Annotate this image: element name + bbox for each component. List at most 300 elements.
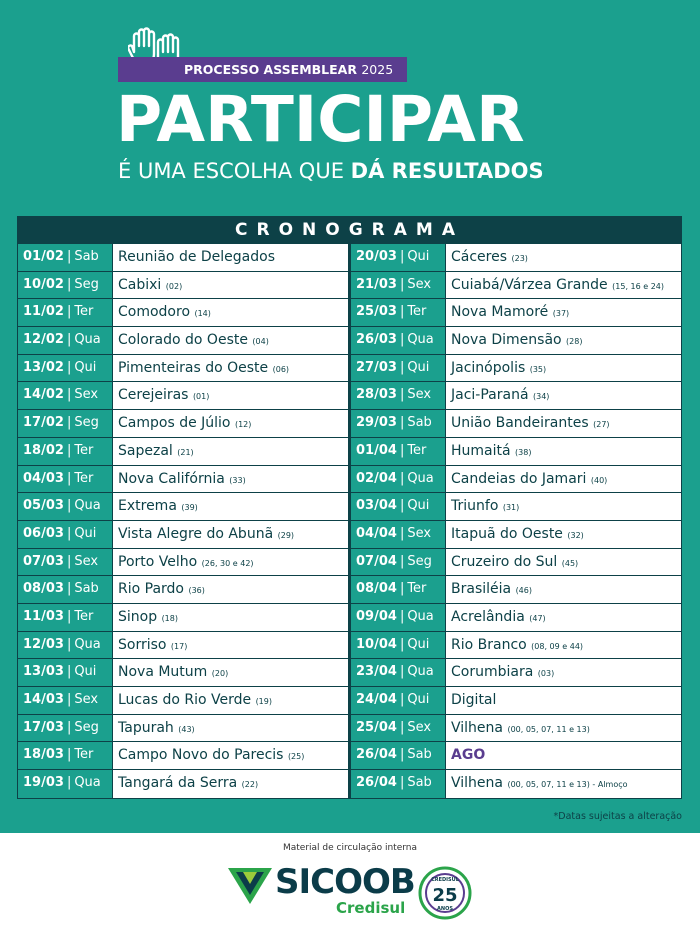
date-separator: | bbox=[66, 719, 72, 735]
schedule-city: Cerejeiras bbox=[118, 387, 189, 404]
schedule-weekday: Qui bbox=[407, 498, 430, 514]
subtitle bbox=[118, 156, 544, 186]
date-separator: | bbox=[399, 553, 405, 569]
page-title: PARTICIPAR bbox=[116, 83, 525, 156]
schedule-date: 26/04 bbox=[356, 775, 397, 791]
schedule-city-cell bbox=[113, 659, 348, 686]
schedule-weekday: Sex bbox=[407, 276, 432, 292]
schedule-row bbox=[351, 466, 681, 494]
date-separator: | bbox=[399, 719, 405, 735]
schedule-city: Corumbiara bbox=[451, 664, 534, 681]
schedule-city-cell bbox=[446, 549, 681, 576]
schedule-city: Tapurah bbox=[118, 719, 174, 736]
schedule-date: 06/03 bbox=[23, 525, 64, 541]
schedule-city-cell bbox=[446, 770, 681, 798]
schedule-row bbox=[351, 244, 681, 272]
schedule-date-cell bbox=[351, 244, 445, 271]
schedule-city: Sapezal bbox=[118, 442, 173, 459]
seal-top-text: CREDISUL bbox=[431, 877, 459, 883]
schedule-date-cell bbox=[18, 576, 112, 603]
schedule-date-cell bbox=[351, 382, 445, 409]
seal-bottom-text: ANOS bbox=[437, 906, 453, 912]
schedule-city: Tangará da Serra bbox=[118, 775, 238, 792]
date-separator: | bbox=[399, 276, 405, 292]
left-column bbox=[18, 244, 348, 798]
schedule-date: 02/04 bbox=[356, 470, 397, 486]
schedule-city-code: (26, 30 e 42) bbox=[201, 558, 254, 568]
schedule-city-code: (38) bbox=[515, 447, 532, 457]
schedule-date: 14/02 bbox=[23, 387, 64, 403]
internal-material-label: Material de circulação interna bbox=[282, 843, 417, 853]
schedule-city-cell bbox=[113, 466, 348, 493]
schedule-city: Pimenteiras do Oeste bbox=[118, 359, 269, 376]
schedule-city-code: (04) bbox=[252, 337, 269, 347]
schedule-date: 14/03 bbox=[23, 692, 64, 707]
schedule-city-cell bbox=[113, 355, 348, 382]
schedule-date-cell bbox=[18, 715, 112, 742]
schedule-weekday: Qui bbox=[407, 636, 430, 652]
schedule-city: União Bandeirantes bbox=[451, 415, 589, 432]
schedule-date: 01/04 bbox=[356, 442, 397, 458]
schedule-row bbox=[351, 521, 681, 549]
schedule-date-cell bbox=[18, 410, 112, 437]
schedule-city-cell bbox=[113, 244, 348, 271]
schedule-city: Brasiléia bbox=[451, 581, 512, 598]
schedule-city: Cáceres bbox=[451, 249, 508, 265]
date-separator: | bbox=[66, 470, 72, 486]
brand-name: SICOOB bbox=[275, 862, 415, 902]
date-separator: | bbox=[399, 332, 405, 348]
schedule-city-cell bbox=[113, 272, 348, 299]
schedule-date-cell bbox=[18, 466, 112, 493]
schedule-city-code: (31) bbox=[502, 503, 520, 513]
schedule-city-cell bbox=[113, 299, 348, 326]
schedule-weekday: Ter bbox=[74, 470, 94, 486]
schedule-date: 23/04 bbox=[356, 664, 397, 680]
schedule-date-cell bbox=[351, 715, 445, 742]
sicoob-logo bbox=[228, 862, 478, 922]
schedule-city-cell bbox=[446, 410, 681, 437]
schedule-city: Cruzeiro do Sul bbox=[451, 553, 558, 570]
schedule-date-cell bbox=[351, 438, 445, 465]
schedule-city: Vista Alegre do Abunã bbox=[118, 525, 274, 542]
schedule-city: Jaci-Paraná bbox=[451, 387, 529, 404]
schedule-city-cell bbox=[113, 715, 348, 742]
schedule-weekday: Sab bbox=[407, 747, 432, 763]
brand-subname: Credisul bbox=[336, 899, 406, 917]
schedule-city-code: (20) bbox=[211, 669, 229, 679]
schedule-date-cell bbox=[351, 742, 445, 769]
schedule-city-code: (22) bbox=[241, 780, 259, 790]
schedule-date-cell bbox=[18, 687, 112, 714]
schedule-date-cell bbox=[351, 410, 445, 437]
schedule-weekday: Ter bbox=[407, 442, 427, 458]
schedule-weekday: Qua bbox=[407, 470, 434, 486]
schedule-weekday: Qua bbox=[74, 332, 101, 348]
schedule-city: Comodoro bbox=[118, 304, 191, 321]
schedule-city: Sinop bbox=[118, 608, 158, 625]
date-separator: | bbox=[399, 608, 405, 624]
schedule-date-cell bbox=[18, 493, 112, 520]
date-separator: | bbox=[66, 249, 72, 264]
date-separator: | bbox=[399, 636, 405, 652]
schedule-city-code: (39) bbox=[181, 503, 198, 513]
date-separator: | bbox=[66, 692, 72, 707]
schedule-city-code: (25) bbox=[287, 752, 305, 762]
date-separator: | bbox=[399, 442, 405, 458]
schedule-city: Campos de Júlio bbox=[118, 415, 231, 432]
schedule-city-cell bbox=[446, 327, 681, 354]
schedule-weekday: Ter bbox=[407, 581, 427, 597]
schedule-date: 17/02 bbox=[23, 415, 64, 431]
schedule-row bbox=[18, 576, 348, 604]
schedule-city-code: (46) bbox=[515, 586, 532, 596]
schedule-city: Vilhena bbox=[451, 719, 503, 736]
subtitle-bold: DÁ RESULTADOS bbox=[350, 159, 544, 183]
schedule-row bbox=[351, 299, 681, 327]
schedule-row bbox=[351, 715, 681, 743]
schedule-date: 09/04 bbox=[356, 608, 397, 624]
schedule-row bbox=[18, 742, 348, 770]
schedule-date-cell bbox=[18, 521, 112, 548]
schedule-weekday: Sex bbox=[74, 387, 99, 403]
date-separator: | bbox=[66, 608, 72, 624]
schedule-city-cell bbox=[113, 521, 348, 548]
schedule-weekday: Ter bbox=[74, 608, 94, 624]
schedule-city-code: (36) bbox=[188, 586, 205, 596]
schedule-date-cell bbox=[351, 604, 445, 631]
schedule-row bbox=[18, 659, 348, 687]
date-separator: | bbox=[66, 387, 72, 403]
schedule-city-code: (00, 05, 07, 11 e 13) bbox=[507, 724, 590, 734]
schedule-date: 11/02 bbox=[23, 304, 64, 320]
schedule-date-cell bbox=[18, 327, 112, 354]
date-separator: | bbox=[66, 415, 72, 431]
date-separator: | bbox=[66, 553, 72, 569]
schedule-city: Rio Branco bbox=[451, 636, 527, 653]
schedule-weekday: Sex bbox=[407, 719, 432, 735]
schedule-date-cell bbox=[351, 576, 445, 603]
date-separator: | bbox=[399, 581, 405, 597]
schedule-row bbox=[18, 687, 348, 715]
schedule-city-cell bbox=[113, 632, 348, 659]
schedule-date: 21/03 bbox=[356, 276, 397, 292]
schedule-city: Rio Pardo bbox=[118, 581, 184, 598]
schedule-city-cell bbox=[446, 299, 681, 326]
schedule-city-cell bbox=[113, 493, 348, 520]
schedule-date: 07/03 bbox=[23, 553, 64, 569]
schedule-city-cell bbox=[446, 382, 681, 409]
schedule-city: Jacinópolis bbox=[451, 359, 526, 376]
schedule-date: 04/03 bbox=[23, 470, 64, 486]
schedule-city: Campo Novo do Parecis bbox=[118, 747, 284, 764]
date-separator: | bbox=[399, 747, 405, 763]
date-separator: | bbox=[66, 304, 72, 320]
schedule-date: 08/03 bbox=[23, 581, 64, 597]
schedule-city-cell bbox=[446, 521, 681, 548]
schedule-date-cell bbox=[351, 549, 445, 576]
schedule-weekday: Sex bbox=[74, 553, 99, 569]
date-separator: | bbox=[399, 304, 405, 320]
schedule-city-cell bbox=[113, 742, 348, 769]
schedule-city: Itapuã do Oeste bbox=[451, 525, 563, 542]
schedule-city-code: (06) bbox=[272, 364, 290, 374]
schedule-row bbox=[18, 382, 348, 410]
schedule-city-code: (14) bbox=[194, 309, 211, 319]
schedule-weekday: Qui bbox=[74, 664, 97, 680]
schedule-weekday: Qui bbox=[407, 249, 430, 264]
schedule-city: Candeias do Jamari bbox=[451, 470, 587, 487]
schedule-date-cell bbox=[351, 355, 445, 382]
schedule-weekday: Seg bbox=[407, 553, 432, 569]
schedule-date-cell bbox=[18, 549, 112, 576]
schedule-date: 26/03 bbox=[356, 332, 397, 348]
schedule-date-cell bbox=[351, 659, 445, 686]
schedule-city-code: (29) bbox=[277, 530, 295, 540]
schedule-date-cell bbox=[18, 632, 112, 659]
schedule-city-code: (34) bbox=[532, 392, 550, 402]
schedule-city-code: (01) bbox=[192, 392, 210, 402]
schedule-weekday: Ter bbox=[74, 442, 94, 458]
schedule-city: Digital bbox=[451, 692, 497, 708]
schedule-date-cell bbox=[351, 299, 445, 326]
date-separator: | bbox=[399, 359, 405, 375]
schedule-weekday: Seg bbox=[74, 276, 99, 292]
schedule-date: 11/03 bbox=[23, 608, 64, 624]
schedule-date-cell bbox=[18, 382, 112, 409]
schedule-city-cell bbox=[113, 687, 348, 714]
schedule-date: 24/04 bbox=[356, 692, 397, 707]
schedule-row bbox=[351, 632, 681, 660]
date-separator: | bbox=[399, 775, 405, 791]
schedule-date-cell bbox=[18, 299, 112, 326]
schedule-city-code: (27) bbox=[593, 420, 610, 430]
schedule-city-cell bbox=[446, 244, 681, 271]
schedule-city-cell bbox=[113, 382, 348, 409]
schedule-date: 08/04 bbox=[356, 581, 397, 597]
schedule-date-cell bbox=[18, 355, 112, 382]
schedule-weekday: Sab bbox=[74, 581, 99, 597]
right-column bbox=[351, 244, 681, 798]
process-badge bbox=[118, 57, 407, 82]
schedule-city: Humaitá bbox=[451, 442, 511, 459]
schedule-row bbox=[18, 715, 348, 743]
schedule-weekday: Sex bbox=[407, 525, 432, 541]
schedule-row bbox=[351, 382, 681, 410]
schedule-row bbox=[351, 493, 681, 521]
schedule-city-code: (03) bbox=[537, 669, 555, 679]
schedule-weekday: Qua bbox=[74, 775, 101, 791]
schedule-date: 25/04 bbox=[356, 719, 397, 735]
schedule-date-cell bbox=[18, 604, 112, 631]
schedule-weekday: Sab bbox=[407, 775, 432, 791]
schedule-city-code: (23) bbox=[511, 254, 528, 263]
schedule-weekday: Ter bbox=[407, 304, 427, 320]
schedule-date: 10/04 bbox=[356, 636, 397, 652]
disclaimer-note: *Datas sujeitas a alteração bbox=[553, 811, 682, 822]
schedule-city: Porto Velho bbox=[118, 553, 198, 570]
date-separator: | bbox=[66, 498, 72, 514]
schedule-date: 25/03 bbox=[356, 304, 397, 320]
schedule-city-code: (15, 16 e 24) bbox=[612, 281, 665, 291]
schedule-row bbox=[351, 604, 681, 632]
date-separator: | bbox=[399, 692, 405, 707]
schedule-date-cell bbox=[18, 770, 112, 798]
schedule-weekday: Ter bbox=[74, 747, 94, 763]
schedule-date: 05/03 bbox=[23, 498, 64, 514]
schedule-city-cell bbox=[446, 659, 681, 686]
schedule-row bbox=[18, 355, 348, 383]
schedule-city-code: (08, 09 e 44) bbox=[531, 641, 584, 651]
schedule-row bbox=[18, 604, 348, 632]
schedule-date: 18/02 bbox=[23, 442, 64, 458]
schedule-weekday: Sex bbox=[407, 387, 432, 403]
schedule-row bbox=[18, 272, 348, 300]
schedule-weekday: Qui bbox=[407, 692, 430, 707]
schedule-weekday: Sab bbox=[407, 415, 432, 431]
schedule-row bbox=[18, 549, 348, 577]
schedule-date-cell bbox=[18, 659, 112, 686]
schedule-city: Vilhena bbox=[451, 775, 503, 792]
schedule-row bbox=[351, 438, 681, 466]
schedule-city-code: (43) bbox=[178, 724, 195, 734]
schedule-row bbox=[351, 272, 681, 300]
schedule-row bbox=[18, 521, 348, 549]
schedule-city-cell bbox=[113, 327, 348, 354]
schedule-date-cell bbox=[351, 521, 445, 548]
date-separator: | bbox=[66, 664, 72, 680]
schedule-city: Colorado do Oeste bbox=[118, 332, 248, 349]
sicoob-logo-icon bbox=[228, 868, 272, 904]
schedule-date: 18/03 bbox=[23, 747, 64, 763]
date-separator: | bbox=[399, 387, 405, 403]
schedule-city-code: (28) bbox=[566, 337, 583, 347]
schedule-city-cell bbox=[446, 742, 681, 769]
schedule-weekday: Qua bbox=[74, 636, 101, 652]
schedule-city: Reunião de Delegados bbox=[118, 249, 276, 265]
schedule-weekday: Qua bbox=[407, 664, 434, 680]
schedule-city-cell bbox=[446, 438, 681, 465]
schedule-date-cell bbox=[351, 327, 445, 354]
anniversary-seal-icon bbox=[418, 866, 472, 920]
schedule-city-code: (32) bbox=[567, 530, 584, 540]
schedule-date-cell bbox=[18, 244, 112, 271]
date-separator: | bbox=[66, 747, 72, 763]
schedule-row bbox=[18, 632, 348, 660]
schedule-date: 07/04 bbox=[356, 553, 397, 569]
schedule-row bbox=[351, 742, 681, 770]
date-separator: | bbox=[66, 581, 72, 597]
schedule-date: 29/03 bbox=[356, 415, 397, 431]
schedule-city-code: (19) bbox=[255, 697, 272, 706]
schedule-date-cell bbox=[351, 632, 445, 659]
schedule-city: Nova Califórnia bbox=[118, 470, 225, 487]
schedule-city-cell bbox=[113, 438, 348, 465]
date-separator: | bbox=[399, 470, 405, 486]
subtitle-prefix: É UMA ESCOLHA QUE bbox=[118, 159, 344, 183]
badge-label: PROCESSO ASSEMBLEAR bbox=[184, 62, 357, 77]
schedule-date: 17/03 bbox=[23, 719, 64, 735]
schedule-city: Cabixi bbox=[118, 276, 162, 293]
schedule-weekday: Seg bbox=[74, 719, 99, 735]
schedule-city-cell bbox=[446, 604, 681, 631]
schedule-city-code: (17) bbox=[170, 641, 188, 651]
schedule-date-cell bbox=[18, 272, 112, 299]
schedule-city-cell bbox=[113, 410, 348, 437]
schedule-city-cell bbox=[446, 715, 681, 742]
date-separator: | bbox=[66, 276, 72, 292]
schedule-date: 04/04 bbox=[356, 525, 397, 541]
table-columns bbox=[18, 244, 681, 798]
schedule-date-cell bbox=[18, 438, 112, 465]
schedule-city-cell bbox=[446, 355, 681, 382]
schedule-city-code: (21) bbox=[177, 447, 194, 457]
schedule-city-code: (40) bbox=[590, 475, 608, 485]
schedule-row bbox=[18, 327, 348, 355]
schedule-weekday: Qui bbox=[74, 525, 97, 541]
schedule-city: Lucas do Rio Verde bbox=[118, 692, 252, 708]
schedule-city: Extrema bbox=[118, 498, 177, 515]
schedule-city-cell bbox=[446, 687, 681, 714]
date-separator: | bbox=[399, 249, 405, 264]
schedule-city-cell bbox=[446, 466, 681, 493]
schedule-date: 13/03 bbox=[23, 664, 64, 680]
schedule-city-code: (47) bbox=[529, 613, 546, 623]
schedule-date: 13/02 bbox=[23, 359, 64, 375]
schedule-city: Sorriso bbox=[118, 636, 167, 653]
schedule-city: AGO bbox=[451, 747, 486, 764]
schedule-date: 28/03 bbox=[356, 387, 397, 403]
schedule-row bbox=[18, 493, 348, 521]
schedule-city: Nova Mutum bbox=[118, 664, 208, 681]
schedule-weekday: Qua bbox=[407, 608, 434, 624]
schedule-row bbox=[351, 327, 681, 355]
schedule-city: Triunfo bbox=[451, 498, 499, 515]
schedule-date: 27/03 bbox=[356, 359, 397, 375]
schedule-city-cell bbox=[113, 576, 348, 603]
schedule-city-code: (02) bbox=[165, 281, 183, 291]
schedule-city-cell bbox=[446, 493, 681, 520]
schedule-city-code: (00, 05, 07, 11 e 13) - Almoço bbox=[507, 780, 628, 790]
schedule-date-cell bbox=[18, 742, 112, 769]
schedule-row bbox=[351, 410, 681, 438]
schedule-date: 03/04 bbox=[356, 498, 397, 514]
badge-year: 2025 bbox=[361, 62, 394, 77]
schedule-date-cell bbox=[351, 493, 445, 520]
schedule-row bbox=[18, 244, 348, 272]
schedule-row bbox=[351, 549, 681, 577]
schedule-city-code: (33) bbox=[229, 475, 246, 485]
date-separator: | bbox=[66, 359, 72, 375]
schedule-date: 19/03 bbox=[23, 775, 64, 791]
schedule-row bbox=[18, 410, 348, 438]
schedule-city-cell bbox=[446, 632, 681, 659]
schedule-city-code: (18) bbox=[161, 613, 178, 623]
seal-number: 25 bbox=[432, 885, 458, 906]
schedule-row bbox=[18, 438, 348, 466]
schedule-city: Cuiabá/Várzea Grande bbox=[451, 276, 608, 293]
schedule-weekday: Qui bbox=[74, 359, 97, 375]
schedule-date: 12/02 bbox=[23, 332, 64, 348]
schedule-city: Acrelândia bbox=[451, 608, 525, 625]
date-separator: | bbox=[66, 636, 72, 652]
schedule-date-cell bbox=[351, 770, 445, 798]
date-separator: | bbox=[66, 525, 72, 541]
schedule-row bbox=[351, 355, 681, 383]
date-separator: | bbox=[399, 415, 405, 431]
schedule-city-code: (45) bbox=[561, 558, 579, 568]
date-separator: | bbox=[399, 525, 405, 541]
